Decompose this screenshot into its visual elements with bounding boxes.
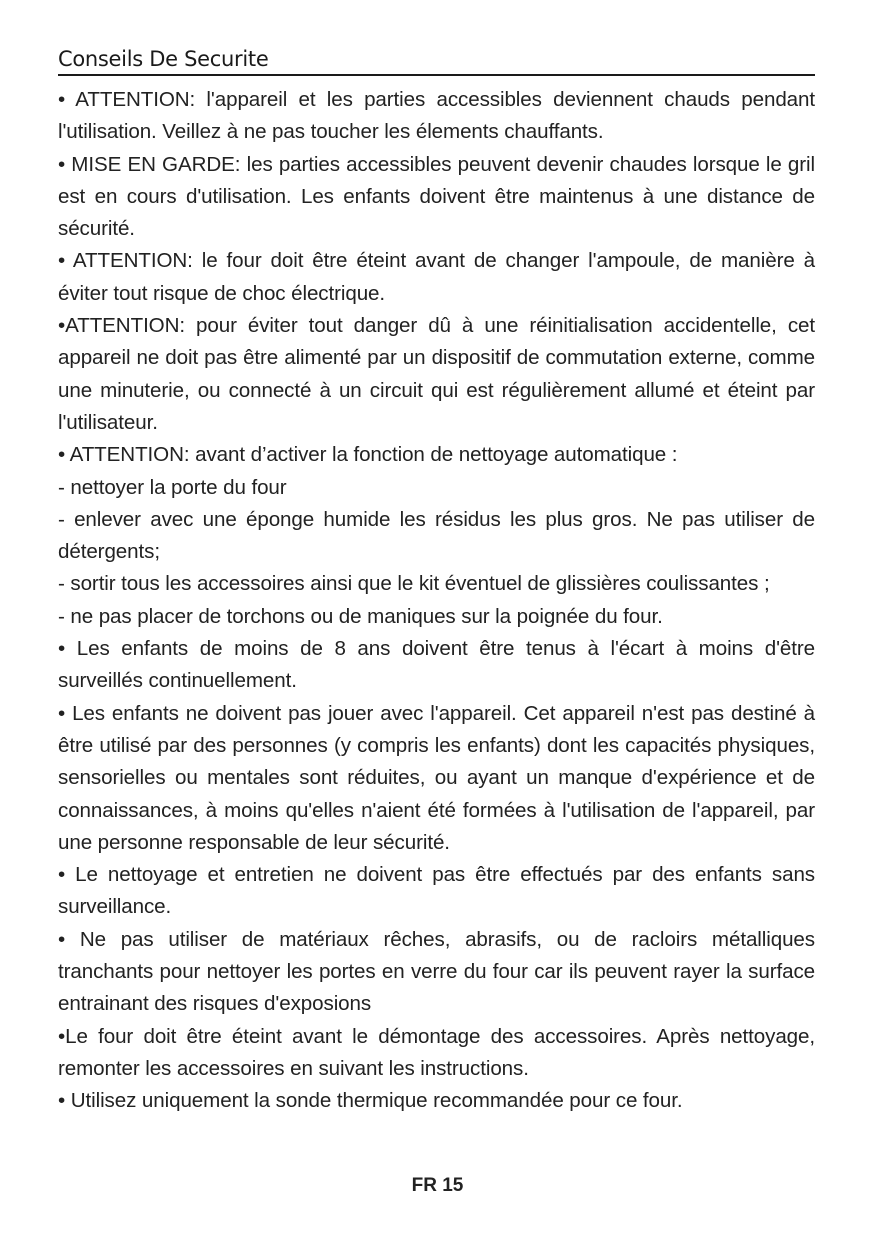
paragraph-attention-hot-parts: • ATTENTION: l'appareil et les parties accessibles deviennent chauds pendant l'utilisation. Veillez à ne pas toucher les élements chauffants.: [58, 88, 815, 144]
paragraph-grill-warning: • MISE EN GARDE: les parties accessibles peuvent devenir chaudes lorsque le gril est en cours d'utilisation. Les enfants doivent être maintenus à une distance de sécurité.: [58, 152, 815, 241]
list-item-clean-door: - nettoyer la porte du four: [58, 475, 287, 499]
paragraph-children-under-8: • Les enfants de moins de 8 ans doivent être tenus à l'écart à moins d'être surveillés continuellement.: [58, 637, 815, 693]
paragraph-thermal-probe: • Utilisez uniquement la sonde thermique recommandée pour ce four.: [58, 1089, 683, 1113]
paragraph-self-cleaning-intro: • ATTENTION: avant d’activer la fonction de nettoyage automatique :: [58, 443, 678, 467]
paragraph-reset-warning: •ATTENTION: pour éviter tout danger dû à une réinitialisation accidentelle, cet appareil ne doit pas être alimenté par un dispositif de commutation externe, comme une minuterie, ou connecté à un circuit qui est régulièrement allumé et éteint par l'utilisateur.: [58, 314, 815, 434]
document-page: [58, 44, 815, 1118]
paragraph-bulb-warning: • ATTENTION: le four doit être éteint avant de changer l'ampoule, de manière à éviter tout risque de choc électrique.: [58, 249, 815, 305]
paragraph-accessories-removal: •Le four doit être éteint avant le démontage des accessoires. Après nettoyage, remonter les accessoires en suivant les instructions.: [58, 1024, 815, 1080]
paragraph-cleaning-children: • Le nettoyage et entretien ne doivent pas être effectués par des enfants sans surveillance.: [58, 863, 815, 919]
list-item-no-towels: - ne pas placer de torchons ou de maniques sur la poignée du four.: [58, 604, 663, 628]
safety-instructions: [58, 84, 815, 1118]
paragraph-children-play: • Les enfants ne doivent pas jouer avec l'appareil. Cet appareil n'est pas destiné à être utilisé par des personnes (y compris les enfants) dont les capacités physiques, sensorielles ou mentales sont réduites, ou ayant un manque d'expérience et de connaissances, à moins qu'elles n'aient été formées à l'utilisation de l'appareil, par une personne responsable de leur sécurité.: [58, 701, 815, 854]
list-item-remove-accessories: - sortir tous les accessoires ainsi que le kit éventuel de glissières coulissantes ;: [58, 572, 770, 596]
section-title: Conseils De Securite: [58, 44, 815, 76]
list-item-remove-residue: - enlever avec une éponge humide les résidus les plus gros. Ne pas utiliser de détergents;: [58, 507, 815, 564]
page-number: FR 15: [411, 1175, 464, 1196]
paragraph-abrasive-materials: • Ne pas utiliser de matériaux rêches, abrasifs, ou de racloirs métalliques tranchants pour nettoyer les portes en verre du four car ils peuvent rayer la surface entrainant des risques d'exposions: [58, 927, 815, 1016]
